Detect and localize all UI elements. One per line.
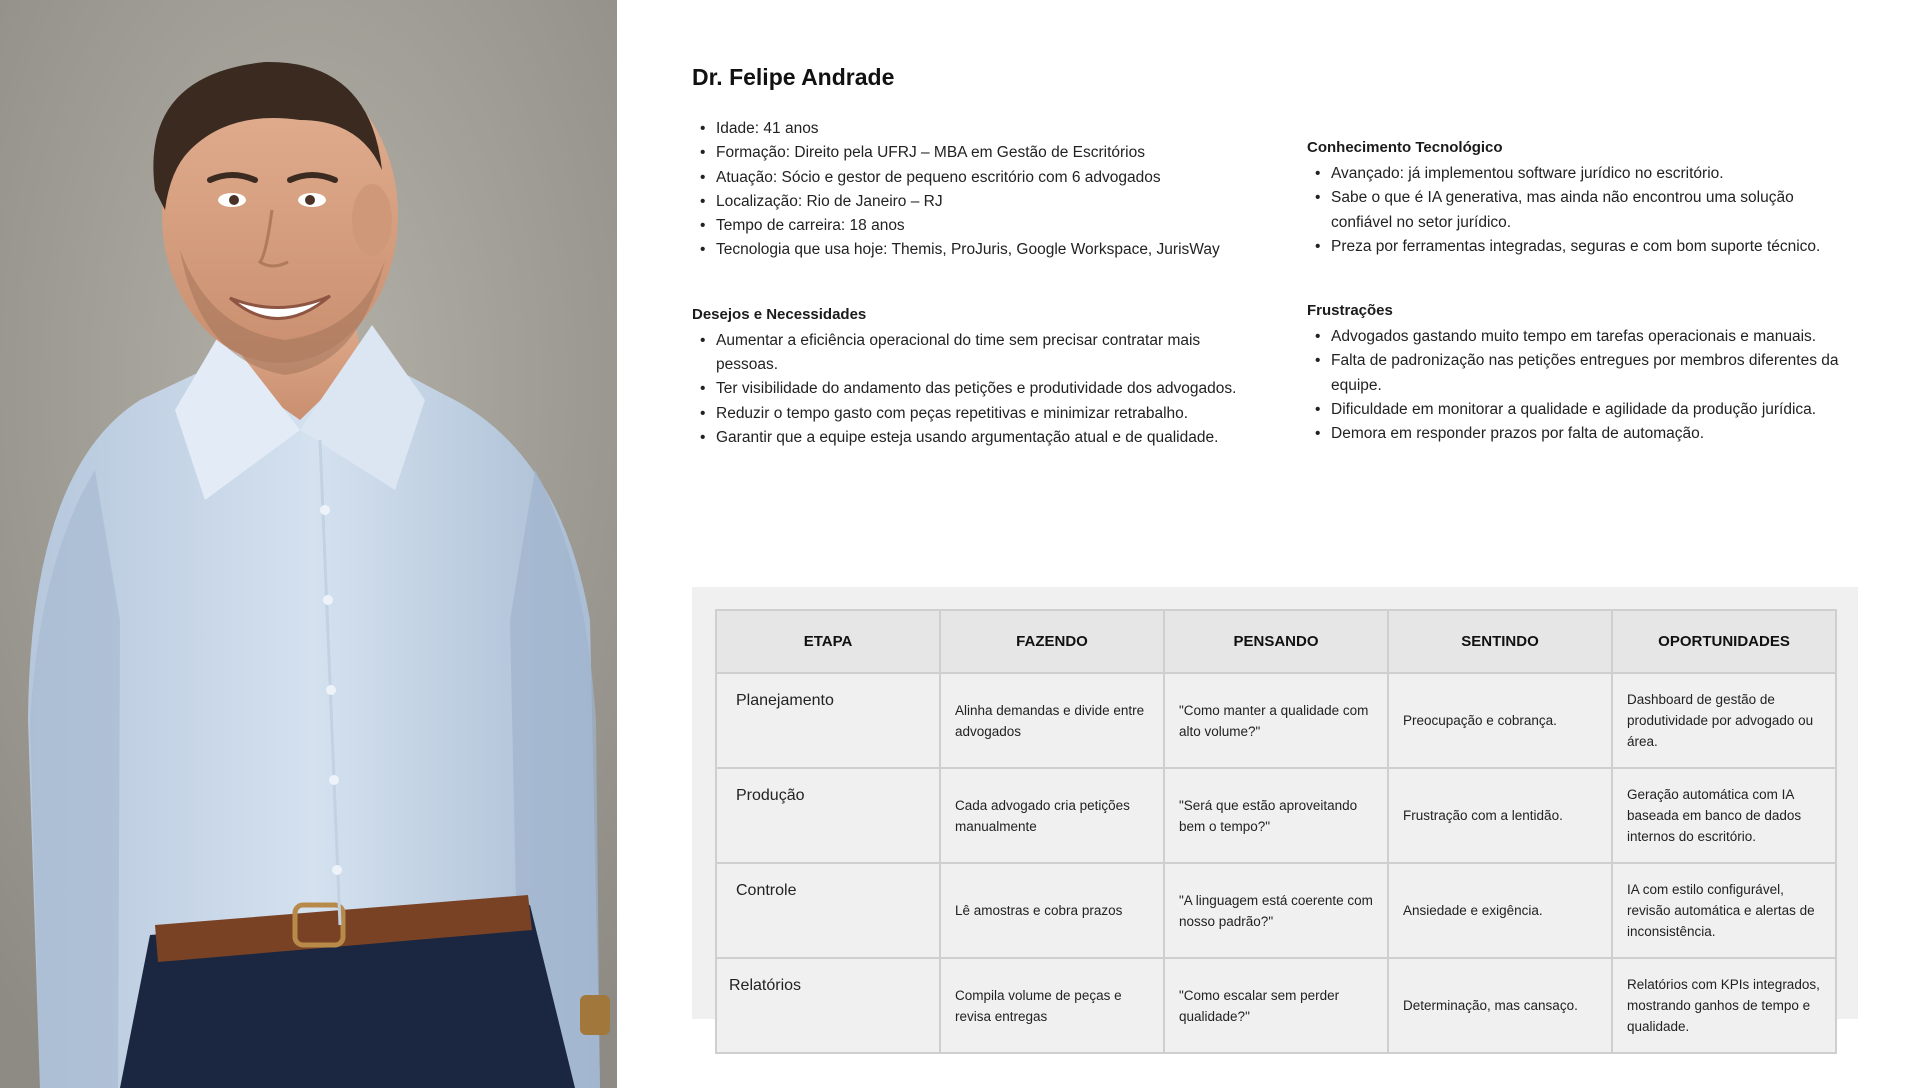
journey-card xyxy=(692,587,1858,1034)
feeling-cell: Preocupação e cobrança. xyxy=(1388,673,1612,768)
feeling-cell: Determinação, mas cansaço. xyxy=(1388,958,1612,1053)
desires-item: • Ter visibilidade do andamento das petições e produtividade dos advogados. xyxy=(692,377,1252,401)
table-row xyxy=(716,768,1836,863)
persona-left-column xyxy=(692,117,1252,450)
column-header-oportunidades: OPORTUNIDADES xyxy=(1612,610,1836,673)
desires-item: • Reduzir o tempo gasto com peças repetitivas e minimizar retrabalho. xyxy=(692,402,1252,426)
column-header-sentindo: SENTINDO xyxy=(1388,610,1612,673)
thinking-cell: "Como escalar sem perder qualidade?" xyxy=(1164,958,1388,1053)
tech-item: • Sabe o que é IA generativa, mas ainda não encontrou uma solução confiável no setor jurídico. xyxy=(1307,186,1847,235)
profile-item: • Atuação: Sócio e gestor de pequeno escritório com 6 advogados xyxy=(692,166,1252,190)
opportunity-cell: Dashboard de gestão de produtividade por advogado ou área. xyxy=(1612,673,1836,768)
column-header-etapa: ETAPA xyxy=(716,610,940,673)
opportunity-cell: IA com estilo configurável, revisão automática e alertas de inconsistência. xyxy=(1612,863,1836,958)
thinking-cell: "A linguagem está coerente com nosso padrão?" xyxy=(1164,863,1388,958)
journey-table xyxy=(715,609,1837,1054)
doing-cell: Alinha demandas e divide entre advogados xyxy=(940,673,1164,768)
profile-item: • Formação: Direito pela UFRJ – MBA em Gestão de Escritórios xyxy=(692,141,1252,165)
desires-title: Desejos e Necessidades xyxy=(692,305,867,323)
feeling-cell: Frustração com a lentidão. xyxy=(1388,768,1612,863)
desires-list xyxy=(692,329,1252,450)
frustrations-list xyxy=(1307,325,1847,446)
feeling-cell: Ansiedade e exigência. xyxy=(1388,863,1612,958)
desires-item: • Garantir que a equipe esteja usando argumentação atual e de qualidade. xyxy=(692,426,1252,450)
tech-section xyxy=(1307,136,1847,259)
persona-name: Dr. Felipe Andrade xyxy=(692,64,895,90)
frustrations-item: • Demora em responder prazos por falta de automação. xyxy=(1307,422,1847,446)
table-row xyxy=(716,863,1836,958)
stage-cell: Planejamento xyxy=(716,673,940,768)
tech-item: • Preza por ferramentas integradas, seguras e com bom suporte técnico. xyxy=(1307,235,1847,259)
persona-right-column xyxy=(1307,136,1847,447)
opportunity-cell: Relatórios com KPIs integrados, mostrando ganhos de tempo e qualidade. xyxy=(1612,958,1836,1053)
column-header-pensando: PENSANDO xyxy=(1164,610,1388,673)
opportunity-cell: Geração automática com IA baseada em banco de dados internos do escritório. xyxy=(1612,768,1836,863)
frustrations-item: • Dificuldade em monitorar a qualidade e agilidade da produção jurídica. xyxy=(1307,398,1847,422)
stage-cell: Relatórios xyxy=(716,958,940,1053)
tech-list xyxy=(1307,162,1847,259)
thinking-cell: "Como manter a qualidade com alto volume?" xyxy=(1164,673,1388,768)
frustrations-item: • Advogados gastando muito tempo em tarefas operacionais e manuais. xyxy=(1307,325,1847,349)
frustrations-section xyxy=(1307,299,1847,446)
doing-cell: Compila volume de peças e revisa entregas xyxy=(940,958,1164,1053)
profile-list xyxy=(692,117,1252,263)
frustrations-item: • Falta de padronização nas petições entregues por membros diferentes da equipe. xyxy=(1307,349,1847,398)
doing-cell: Lê amostras e cobra prazos xyxy=(940,863,1164,958)
profile-item: • Tecnologia que usa hoje: Themis, ProJuris, Google Workspace, JurisWay xyxy=(692,238,1252,262)
thinking-cell: "Será que estão aproveitando bem o tempo?" xyxy=(1164,768,1388,863)
stage-cell: Produção xyxy=(716,768,940,863)
profile-item: • Tempo de carreira: 18 anos xyxy=(692,214,1252,238)
persona-photo xyxy=(0,0,617,1088)
tech-item: • Avançado: já implementou software jurídico no escritório. xyxy=(1307,162,1847,186)
doing-cell: Cada advogado cria petições manualmente xyxy=(940,768,1164,863)
stage-cell: Controle xyxy=(716,863,940,958)
desires-item: • Aumentar a eficiência operacional do time sem precisar contratar mais pessoas. xyxy=(692,329,1252,378)
column-header-fazendo: FAZENDO xyxy=(940,610,1164,673)
table-row xyxy=(716,673,1836,768)
profile-item: • Localização: Rio de Janeiro – RJ xyxy=(692,190,1252,214)
table-header-row xyxy=(716,610,1836,673)
profile-item: • Idade: 41 anos xyxy=(692,117,1252,141)
table-row xyxy=(716,958,1836,1053)
desires-section xyxy=(692,303,1252,450)
tech-title: Conhecimento Tecnológico xyxy=(1307,139,1503,156)
frustrations-title: Frustrações xyxy=(1307,302,1393,320)
